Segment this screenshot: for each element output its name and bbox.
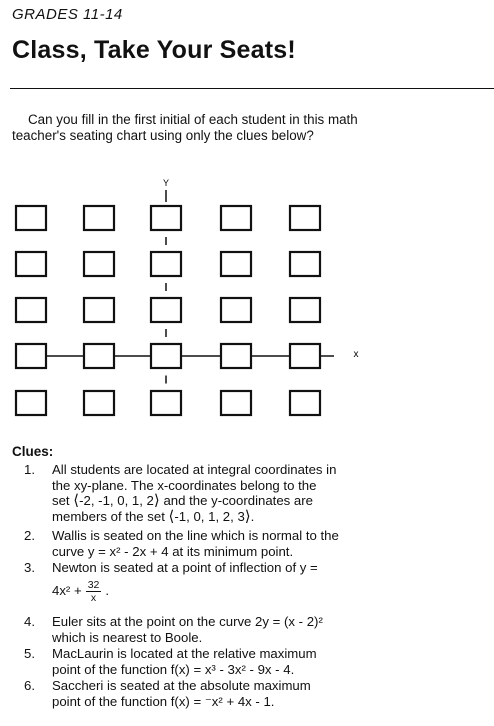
clue-line: point of the function f(x) = x³ - 3x² - 9x - 4. [52, 661, 295, 677]
clue-text [52, 678, 372, 709]
clue-line: Wallis is seated on the line which is normal to the [52, 528, 339, 543]
clues-heading: Clues: [12, 444, 54, 459]
seat-box[interactable] [84, 206, 114, 230]
right-angle-bracket: ⟩ [153, 492, 160, 509]
seat-box[interactable] [151, 391, 181, 415]
seat-box[interactable] [84, 252, 114, 276]
clue-line: All students are located at integral coordinates in [52, 462, 337, 477]
x-coordinate-set: -2, -1, 0, 1, 2 [79, 493, 154, 508]
clue-line: MacLaurin is located at the relative maximum [52, 646, 317, 661]
y-coordinate-set: -1, 0, 1, 2, 3 [174, 508, 245, 524]
seat-box[interactable] [290, 206, 320, 230]
clue-number: 6. [24, 678, 35, 693]
seat-box[interactable] [221, 391, 251, 415]
seat-box[interactable] [151, 298, 181, 322]
seat-box[interactable] [221, 298, 251, 322]
seat-box[interactable] [221, 344, 251, 368]
seat-box[interactable] [16, 344, 46, 368]
page-title: Class, Take Your Seats! [12, 36, 296, 64]
clue-line [52, 579, 372, 604]
seat-box[interactable] [221, 252, 251, 276]
seat-box[interactable] [16, 298, 46, 322]
clue-text [52, 646, 372, 677]
clue-number: 2. [24, 528, 35, 543]
clue-line [52, 493, 372, 509]
clue-fragment: 4x² + [52, 582, 82, 598]
clue-text [52, 528, 372, 559]
seat-box[interactable] [16, 391, 46, 415]
seat-box[interactable] [290, 298, 320, 322]
fraction-denominator: x [90, 591, 97, 604]
clue-line: Euler sits at the point on the curve 2y = (x - 2)² [52, 614, 323, 629]
clue-number: 1. [24, 462, 35, 477]
left-angle-bracket: ⟨ [168, 507, 175, 525]
seat-box[interactable] [16, 206, 46, 230]
clue-fragment: set [52, 493, 70, 508]
seat-box[interactable] [151, 206, 181, 230]
clue-line: curve y = x² - 2x + 4 at its minimum point. [52, 543, 294, 559]
grade-label: GRADES 11-14 [12, 6, 123, 23]
left-angle-bracket: ⟨ [73, 492, 80, 509]
seat-box[interactable] [84, 391, 114, 415]
title-divider [10, 88, 494, 89]
intro-text: Can you fill in the first initial of each student in this math teacher's seating chart using only the clues below? [12, 112, 358, 143]
clue-number: 4. [24, 614, 35, 629]
seating-chart [0, 176, 494, 434]
clue-text [52, 614, 372, 645]
seat-box[interactable] [84, 298, 114, 322]
clue-line: which is nearest to Boole. [52, 629, 203, 645]
clue-text [52, 462, 372, 524]
right-angle-bracket: ⟩ [244, 507, 251, 525]
seat-box[interactable] [290, 252, 320, 276]
clue-fragment: and the y-coordinates are [163, 493, 313, 508]
clue-text [52, 560, 372, 604]
clue-fragment: members of the set [52, 508, 165, 524]
clue-line: the xy-plane. The x-coordinates belong to the [52, 477, 317, 493]
clue-line: Saccheri is seated at the absolute maximum [52, 678, 311, 693]
clue-line [52, 509, 372, 525]
seat-box[interactable] [84, 344, 114, 368]
seat-box[interactable] [16, 252, 46, 276]
clue-number: 5. [24, 646, 35, 661]
clue-number: 3. [24, 560, 35, 575]
fraction [86, 579, 102, 604]
clue-fragment: . [250, 508, 255, 524]
x-axis-label: x [353, 349, 359, 360]
fraction-numerator: 32 [87, 578, 100, 591]
seat-box[interactable] [221, 206, 251, 230]
clue-line: Newton is seated at a point of inflection of y = [52, 560, 318, 575]
seat-box[interactable] [290, 344, 320, 368]
seat-box[interactable] [290, 391, 320, 415]
y-axis-label: Y [162, 178, 170, 188]
seat-grid [16, 206, 320, 415]
seat-box[interactable] [151, 252, 181, 276]
clue-fragment: . [105, 582, 110, 598]
seat-box[interactable] [151, 344, 181, 368]
clue-line: point of the function f(x) = ⁻x² + 4x - 1. [52, 693, 275, 709]
